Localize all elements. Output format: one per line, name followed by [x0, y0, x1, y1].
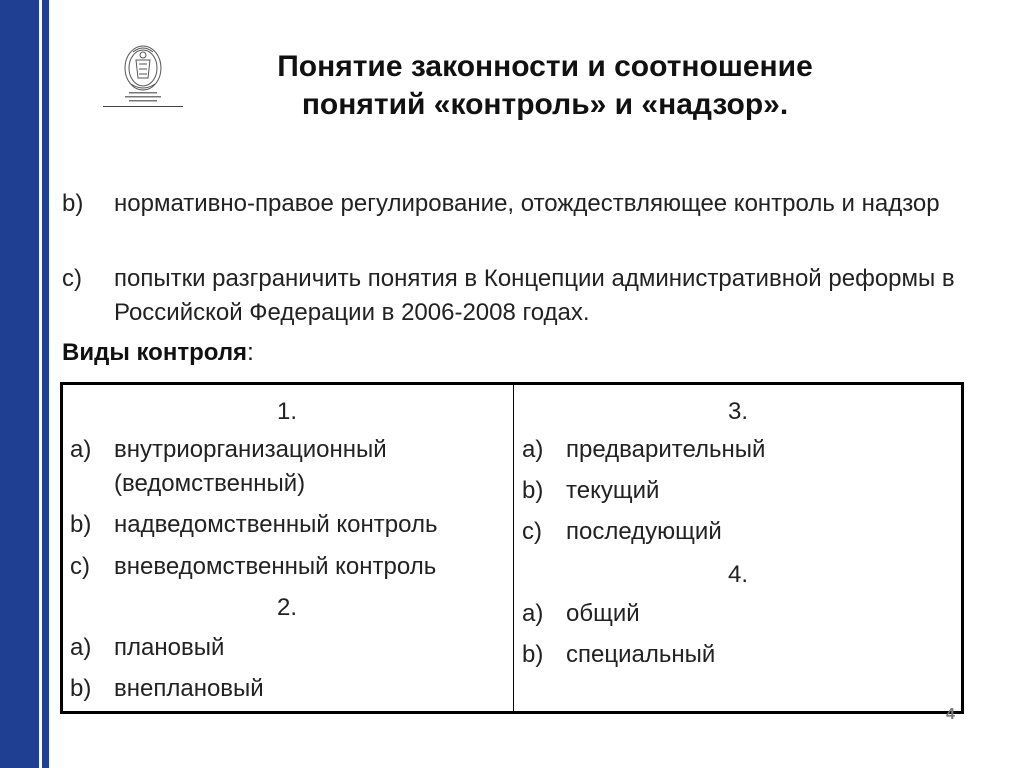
item-marker: b) — [70, 511, 92, 538]
group-number-4: 4. — [727, 561, 748, 588]
item-marker: a) — [70, 634, 92, 661]
group3-item-c — [522, 515, 952, 549]
item-text: последующий — [566, 518, 722, 545]
item-text: предварительный — [566, 436, 766, 463]
item-marker: b) — [522, 477, 544, 504]
group4-item-a — [522, 597, 952, 631]
control-types-table — [60, 382, 964, 714]
list-item-text: попытки разграничить понятия в Концепции административной реформы в Российской Федерации в 2006-2008 годах. — [114, 265, 955, 326]
group-number-3: 3. — [727, 398, 748, 425]
control-types-heading-colon: : — [247, 339, 254, 366]
item-marker: c) — [522, 518, 542, 545]
item-text: вневедомственный контроль — [114, 553, 437, 580]
slide-title-line-1: Понятие законности и соотношение — [277, 50, 813, 83]
item-text: внеплановый — [114, 675, 264, 702]
group2-item-b — [70, 672, 500, 706]
slide-title-line-2: понятий «контроль» и «надзор». — [301, 88, 789, 121]
group1-item-a — [70, 433, 500, 501]
item-marker: a) — [70, 436, 92, 463]
item-marker: a) — [522, 600, 544, 627]
group1-item-c — [70, 550, 500, 584]
group-number-1: 1. — [276, 398, 297, 425]
item-marker: b) — [522, 641, 544, 668]
item-marker: a) — [522, 436, 544, 463]
item-text: общий — [566, 600, 640, 627]
list-marker: b) — [62, 190, 84, 217]
item-text: текущий — [566, 477, 660, 504]
left-decorative-stripe — [42, 0, 49, 768]
group-number-2: 2. — [276, 594, 297, 621]
group3-item-b — [522, 474, 952, 508]
slide-title — [200, 48, 890, 124]
list-marker: c) — [62, 265, 82, 292]
control-types-heading-text: Виды контроля — [62, 339, 248, 366]
list-item-b — [62, 187, 962, 221]
group3-item-a — [522, 433, 952, 467]
item-text: надведомственный контроль — [114, 511, 438, 538]
list-item-c — [62, 262, 962, 330]
control-types-heading — [62, 336, 254, 370]
left-decorative-band — [0, 0, 39, 768]
item-marker: b) — [70, 675, 92, 702]
group4-item-b — [522, 638, 952, 672]
group1-item-b — [70, 508, 500, 542]
table-column-divider — [513, 385, 514, 711]
group2-item-a — [70, 631, 500, 665]
university-crest-logo — [103, 40, 183, 116]
page-number: 4 — [946, 706, 955, 723]
item-marker: c) — [70, 553, 90, 580]
item-text: внутриорганизационный (ведомственный) — [114, 436, 387, 497]
item-text: плановый — [114, 634, 225, 661]
list-item-text: нормативно-правое регулирование, отождествляющее контроль и надзор — [114, 190, 940, 217]
item-text: специальный — [566, 641, 716, 668]
